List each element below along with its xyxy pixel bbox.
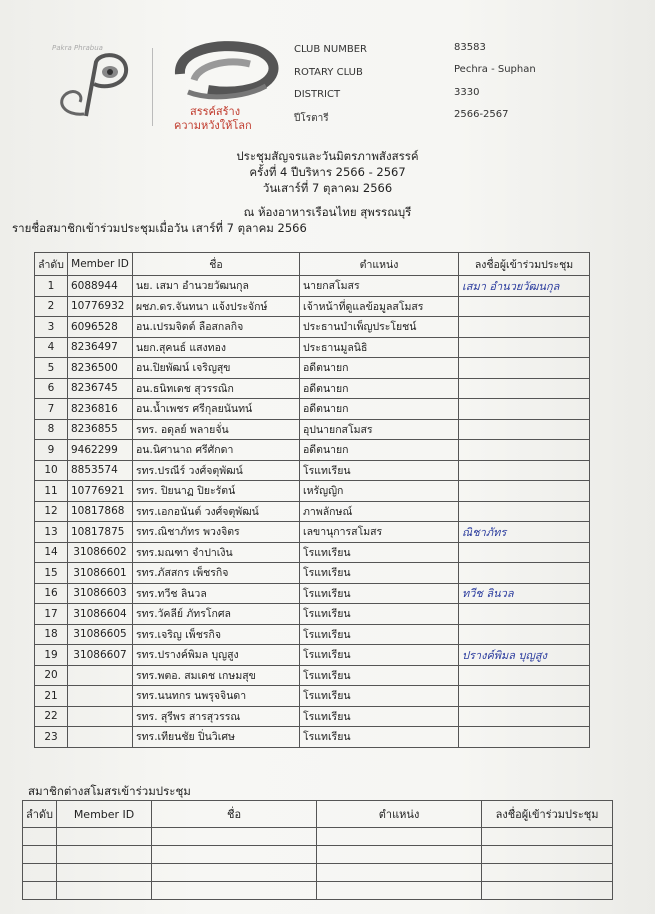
row-signature [459,460,590,481]
row-member-id: 8236855 [68,419,133,440]
row-name: รทร.ทวีช ลินวล [133,583,300,604]
row-member-id: 8236816 [68,399,133,420]
row-signature [459,337,590,358]
row-position: โรแทเรียน [300,624,459,645]
guest-empty-cell [23,864,57,882]
row-name: นยก.สุคนธ์ แสงทอง [133,337,300,358]
guest-empty-cell [23,882,57,900]
table-row [35,583,590,604]
guest-empty-cell [152,882,317,900]
guest-empty-cell [23,846,57,864]
rotary-year-value: 2566-2567 [454,109,509,120]
row-signature [459,501,590,522]
guest-empty-cell [57,828,152,846]
row-name: อน.ธนิทเดช สุวรรณิก [133,378,300,399]
table-row [35,296,590,317]
row-name: อน.นิศานาถ ศรีศักดา [133,440,300,461]
table-row [35,563,590,584]
meeting-venue: ณ ห้องอาหารเรือนไทย สุพรรณบุรี [243,205,412,219]
table-row [35,686,590,707]
row-name: รทร.เอกอนันต์ วงศ์จตุพัฒน์ [133,501,300,522]
table-row [35,706,590,727]
guest-header-member-id: Member ID [57,801,152,828]
row-no: 13 [35,522,68,543]
guest-empty-cell [57,846,152,864]
club-monogram-icon [44,44,148,126]
guests-attendance-table [22,800,613,900]
row-no: 1 [35,276,68,297]
row-member-id [68,665,133,686]
table-row [35,665,590,686]
row-name: รทร.ปรณีร์ วงศ์จตุพัฒน์ [133,460,300,481]
rotary-club-value: Pechra - Suphan [454,64,536,75]
guest-empty-cell [152,864,317,882]
row-no: 19 [35,645,68,666]
row-position: โรแทเรียน [300,665,459,686]
row-position: ประธานมูลนิธิ [300,337,459,358]
header-position: ตำแหน่ง [300,253,459,276]
row-member-id: 9462299 [68,440,133,461]
row-no: 14 [35,542,68,563]
row-position: โรแทเรียน [300,460,459,481]
table-row [35,624,590,645]
table-row [35,481,590,502]
header-no: ลำดับ [35,253,68,276]
row-position: โรแทเรียน [300,645,459,666]
row-signature: ปรางค์พิมล บุญสูง [459,645,590,666]
table-row [35,378,590,399]
header-member-id: Member ID [68,253,133,276]
row-signature [459,399,590,420]
row-signature [459,358,590,379]
row-no: 9 [35,440,68,461]
row-member-id: 31086604 [68,604,133,625]
members-attendance-table [34,252,590,748]
guest-empty-cell [482,846,613,864]
row-signature [459,604,590,625]
guest-empty-row [23,828,613,846]
row-member-id: 6088944 [68,276,133,297]
row-no: 4 [35,337,68,358]
guest-empty-cell [23,828,57,846]
row-no: 20 [35,665,68,686]
table-row [35,522,590,543]
row-no: 10 [35,460,68,481]
guest-header-no: ลำดับ [23,801,57,828]
row-name: รทร.ปรางค์พิมล บุญสูง [133,645,300,666]
meeting-date: วันเสาร์ที่ 7 ตุลาคม 2566 [262,181,393,195]
guest-empty-cell [57,864,152,882]
table-row [35,460,590,481]
row-name: รทร. สุรีพร สารสุวรรณ [133,706,300,727]
row-member-id: 10776921 [68,481,133,502]
table-row [35,399,590,420]
guest-empty-cell [317,864,482,882]
row-no: 8 [35,419,68,440]
row-position: ภาพลักษณ์ [300,501,459,522]
header-signature: ลงชื่อผู้เข้าร่วมประชุม [459,253,590,276]
campaign-logo [168,40,286,130]
slogan-line-2: ความหวังให้โลก [174,119,252,132]
guest-empty-cell [152,828,317,846]
guest-empty-cell [152,846,317,864]
row-position: โรแทเรียน [300,563,459,584]
guest-empty-row [23,882,613,900]
table-row [35,276,590,297]
row-member-id [68,686,133,707]
guest-header-signature: ลงชื่อผู้เข้าร่วมประชุม [482,801,613,828]
row-name: รทร.เจริญ เพ็ชรกิจ [133,624,300,645]
row-name: อน.ปิยพัฒน์ เจริญสุข [133,358,300,379]
row-signature: ณิชาภัทร [459,522,590,543]
guest-empty-row [23,864,613,882]
row-member-id [68,727,133,748]
row-member-id: 31086607 [68,645,133,666]
guest-header-position: ตำแหน่ง [317,801,482,828]
table-header-row [35,253,590,276]
row-signature [459,419,590,440]
row-position: โรแทเรียน [300,604,459,625]
row-member-id: 10817868 [68,501,133,522]
row-name: รทร.มณฑา จำปาเงิน [133,542,300,563]
attendee-list-title: รายชื่อสมาชิกเข้าร่วมประชุมเมื่อวัน เสาร์ที่ 7 ตุลาคม 2566 [12,221,307,235]
row-no: 18 [35,624,68,645]
district-value: 3330 [454,87,480,98]
slogan-line-1: สรรค์สร้าง [190,105,241,118]
row-signature [459,481,590,502]
row-no: 2 [35,296,68,317]
table-row [35,645,590,666]
club-number-label: CLUB NUMBER [294,44,367,55]
row-position: โรแทเรียน [300,706,459,727]
row-no: 3 [35,317,68,338]
row-no: 23 [35,727,68,748]
row-member-id: 8236497 [68,337,133,358]
meeting-title: ประชุมสัญจรและวันมิตรภาพสังสรรค์ [236,149,419,163]
table-row [35,440,590,461]
row-no: 21 [35,686,68,707]
row-signature: ทวีช ลินวล [459,583,590,604]
guests-title: สมาชิกต่างสโมสรเข้าร่วมประชุม [28,784,191,798]
row-no: 12 [35,501,68,522]
row-no: 17 [35,604,68,625]
row-signature [459,317,590,338]
row-position: เหรัญญิก [300,481,459,502]
row-no: 7 [35,399,68,420]
row-position: นายกสโมสร [300,276,459,297]
row-name: รทร. อดุลย์ พลายจั่น [133,419,300,440]
row-signature [459,542,590,563]
club-logo-caption: Pakra Phrabua [52,44,103,52]
row-position: โรแทเรียน [300,583,459,604]
guest-empty-cell [482,828,613,846]
row-position: โรแทเรียน [300,686,459,707]
club-number-value: 83583 [454,42,486,53]
logo-divider [152,48,153,126]
table-row [35,358,590,379]
row-name: รทร.ณิชาภัทร พวงจิตร [133,522,300,543]
row-name: อน.เปรมจิตต์ ลือสกลกิจ [133,317,300,338]
guest-empty-cell [317,828,482,846]
row-name: ผชภ.ดร.จันทนา แจ้งประจักษ์ [133,296,300,317]
row-member-id [68,706,133,727]
table-row [35,542,590,563]
row-name: รทร.เทียนชัย ปิ่นวิเศษ [133,727,300,748]
row-signature [459,686,590,707]
row-member-id: 8853574 [68,460,133,481]
swirl-logo-icon [168,40,286,102]
row-member-id: 10776932 [68,296,133,317]
row-name: รทร. ปิยนาฏ ปิยะรัตน์ [133,481,300,502]
row-signature [459,563,590,584]
rotary-club-label: ROTARY CLUB [294,67,363,78]
row-member-id: 8236745 [68,378,133,399]
row-position: โรแทเรียน [300,727,459,748]
row-member-id: 6096528 [68,317,133,338]
meeting-term: ครั้งที่ 4 ปีบริหาร 2566 - 2567 [249,165,406,179]
table-row [35,337,590,358]
guest-empty-cell [482,882,613,900]
row-name: รทร.ภัสสกร เพ็ชรกิจ [133,563,300,584]
row-position: อดีตนายก [300,399,459,420]
row-position: ประธานบำเพ็ญประโยชน์ [300,317,459,338]
row-signature [459,624,590,645]
row-name: อน.น้ำเพชร ศรีกุลยนันทน์ [133,399,300,420]
row-signature [459,378,590,399]
guest-empty-cell [317,846,482,864]
row-member-id: 8236500 [68,358,133,379]
guest-empty-cell [57,882,152,900]
row-member-id: 31086605 [68,624,133,645]
row-no: 15 [35,563,68,584]
row-member-id: 31086601 [68,563,133,584]
guest-empty-row [23,846,613,864]
row-signature [459,440,590,461]
row-signature: เสมา อำนวยวัฒนกุล [459,276,590,297]
guest-empty-cell [482,864,613,882]
guest-empty-cell [317,882,482,900]
row-position: เจ้าหน้าที่ดูแลข้อมูลสโมสร [300,296,459,317]
row-no: 6 [35,378,68,399]
row-signature [459,296,590,317]
row-name: รทร.พตอ. สมเดช เกษมสุข [133,665,300,686]
guest-header-row [23,801,613,828]
table-row [35,501,590,522]
club-logo [44,44,148,126]
row-member-id: 31086603 [68,583,133,604]
guest-header-name: ชื่อ [152,801,317,828]
row-position: อดีตนายก [300,378,459,399]
row-name: รทร.วัคลีย์ ภัทรโกศล [133,604,300,625]
row-no: 16 [35,583,68,604]
row-member-id: 10817875 [68,522,133,543]
table-row [35,317,590,338]
row-position: อุปนายกสโมสร [300,419,459,440]
row-no: 22 [35,706,68,727]
row-position: อดีตนายก [300,358,459,379]
row-member-id: 31086602 [68,542,133,563]
table-row [35,419,590,440]
row-signature [459,727,590,748]
row-name: นย. เสมา อำนวยวัฒนกุล [133,276,300,297]
row-signature [459,706,590,727]
header-name: ชื่อ [133,253,300,276]
row-no: 11 [35,481,68,502]
row-position: อดีตนายก [300,440,459,461]
rotary-year-label: ปีโรตารี [294,113,329,124]
row-no: 5 [35,358,68,379]
row-name: รทร.นนทกร นพรุจจินดา [133,686,300,707]
table-row [35,604,590,625]
row-signature [459,665,590,686]
row-position: โรแทเรียน [300,542,459,563]
row-position: เลขานุการสโมสร [300,522,459,543]
district-label: DISTRICT [294,89,341,100]
table-row [35,727,590,748]
